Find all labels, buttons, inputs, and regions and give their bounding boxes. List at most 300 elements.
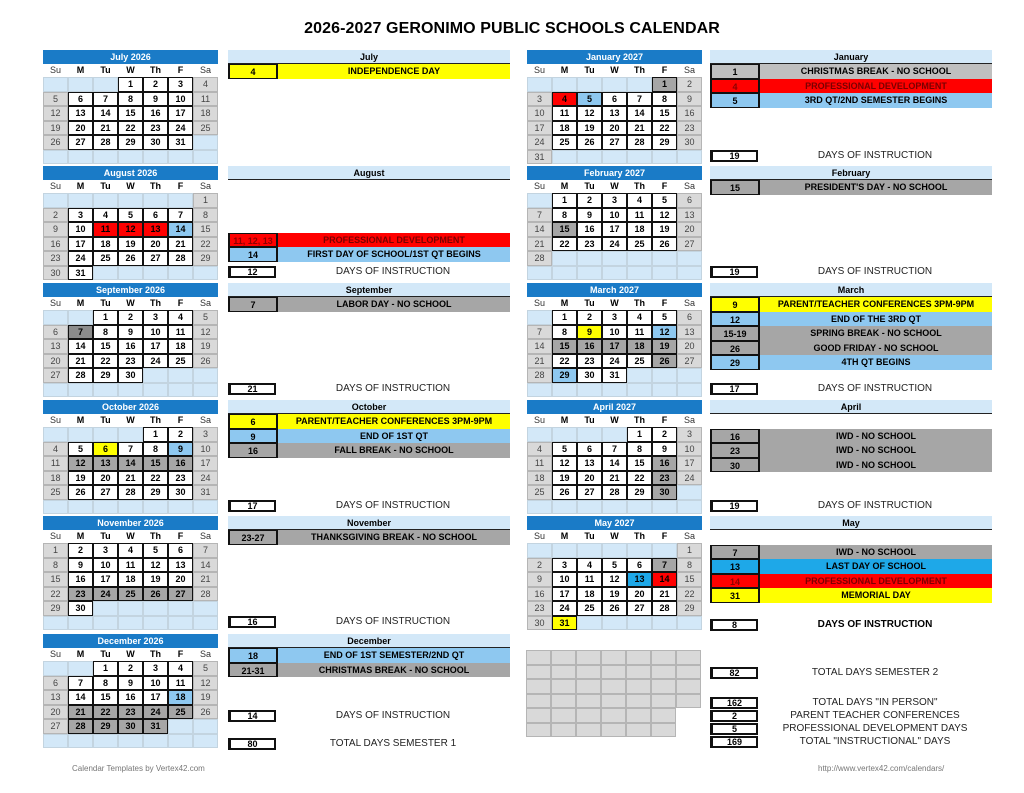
day-cell: 2: [68, 543, 93, 558]
event-date: 6: [228, 414, 278, 429]
weekday-label: Th: [150, 298, 161, 308]
empty-day-cell: [93, 193, 118, 208]
event-date: 23-27: [228, 530, 278, 545]
events-panel: [710, 283, 992, 370]
event-date: 4: [228, 64, 278, 79]
empty-day-cell: [43, 383, 68, 398]
day-cell: 1: [552, 310, 577, 325]
day-cell: 12: [143, 558, 168, 573]
weekday-header: [527, 64, 702, 77]
day-cell: 16: [577, 339, 602, 354]
empty-day-cell: [143, 734, 168, 749]
weekday-label: Sa: [199, 415, 211, 425]
day-cell: 9: [577, 325, 602, 340]
day-cell: 16: [143, 106, 168, 121]
event-date: 16: [228, 443, 278, 458]
day-cell: 15: [93, 339, 118, 354]
day-cell: 22: [93, 354, 118, 369]
filler-cell: [576, 694, 601, 709]
day-cell: 13: [143, 222, 168, 237]
day-cell: 24: [602, 354, 627, 369]
day-cell: 21: [602, 471, 627, 486]
month-calendar: [43, 50, 218, 164]
day-cell: 19: [552, 471, 577, 486]
weekday-label: W: [610, 65, 619, 75]
day-cell: 11: [43, 456, 68, 471]
weekday-label: Sa: [683, 415, 695, 425]
event-date: 14: [228, 247, 278, 262]
weekday-label: Tu: [100, 531, 111, 541]
event-row: [710, 180, 992, 195]
day-cell: 4: [43, 442, 68, 457]
event-row: [710, 574, 992, 589]
weekday-label: Tu: [100, 649, 111, 659]
empty-day-cell: [577, 251, 602, 266]
day-cell: 25: [193, 121, 218, 136]
day-cell: 21: [68, 705, 93, 720]
filler-cell: [676, 694, 701, 709]
weekday-label: Tu: [100, 65, 111, 75]
month-calendar: [43, 283, 218, 397]
days-of-instruction: [710, 382, 992, 395]
day-cell: 19: [43, 121, 68, 136]
days-of-instruction-label: DAYS OF INSTRUCTION: [817, 266, 933, 277]
weekday-label: W: [126, 415, 135, 425]
day-cell: 11: [627, 208, 652, 223]
days-of-instruction: [228, 265, 510, 278]
day-cell: 17: [68, 237, 93, 252]
day-cell: 7: [118, 442, 143, 457]
day-cell: 28: [93, 135, 118, 150]
event-row: [710, 429, 992, 444]
day-cell: 22: [652, 121, 677, 136]
day-cell: 27: [677, 237, 702, 252]
day-cell: 27: [677, 354, 702, 369]
event-label: PRESIDENT'S DAY - NO SCHOOL: [760, 180, 992, 195]
day-cell: 23: [118, 705, 143, 720]
weekday-label: Sa: [683, 298, 695, 308]
empty-day-cell: [93, 616, 118, 631]
day-cell: 16: [168, 456, 193, 471]
day-cell: 4: [552, 92, 577, 107]
empty-day-cell: [602, 500, 627, 515]
day-cell: 21: [168, 237, 193, 252]
day-cell: 9: [118, 676, 143, 691]
empty-day-cell: [168, 719, 193, 734]
day-cell: 2: [677, 77, 702, 92]
day-cell: 6: [93, 442, 118, 457]
empty-day-cell: [68, 150, 93, 165]
day-cell: 26: [193, 354, 218, 369]
day-grid: [43, 661, 218, 748]
day-cell: 25: [552, 135, 577, 150]
weekday-label: Su: [49, 649, 61, 659]
weekday-label: Tu: [100, 415, 111, 425]
day-cell: 20: [627, 587, 652, 602]
day-grid: [43, 77, 218, 164]
weekday-label: Tu: [584, 415, 595, 425]
filler-cell: [601, 723, 626, 738]
empty-day-cell: [43, 427, 68, 442]
day-cell: 19: [193, 690, 218, 705]
weekday-label: Th: [150, 181, 161, 191]
empty-day-cell: [652, 616, 677, 631]
month-title: December 2026: [43, 634, 218, 648]
weekday-label: W: [126, 181, 135, 191]
footer-credit[interactable]: Calendar Templates by Vertex42.com: [72, 764, 205, 773]
days-of-instruction-label: DAYS OF INSTRUCTION: [335, 710, 451, 721]
weekday-header: [527, 530, 702, 543]
day-cell: 3: [527, 92, 552, 107]
day-cell: 18: [627, 339, 652, 354]
empty-day-cell: [527, 310, 552, 325]
days-of-instruction: [228, 499, 510, 512]
filler-cell: [601, 650, 626, 665]
day-cell: 14: [652, 572, 677, 587]
month-title: January 2027: [527, 50, 702, 64]
filler-cell: [526, 665, 551, 680]
day-cell: 20: [143, 237, 168, 252]
day-cell: 7: [68, 676, 93, 691]
day-cell: 10: [552, 572, 577, 587]
event-date: 9: [710, 297, 760, 312]
month-title: March 2027: [527, 283, 702, 297]
month-calendar: [43, 166, 218, 280]
weekday-label: Su: [49, 298, 61, 308]
event-row: [710, 545, 992, 560]
day-cell: 8: [43, 558, 68, 573]
day-cell: 1: [552, 193, 577, 208]
day-cell: 2: [168, 427, 193, 442]
day-cell: 2: [577, 310, 602, 325]
day-cell: 12: [193, 676, 218, 691]
empty-day-cell: [602, 616, 627, 631]
day-cell: 20: [93, 471, 118, 486]
day-cell: 5: [118, 208, 143, 223]
event-row: [228, 648, 510, 663]
empty-day-cell: [193, 266, 218, 281]
day-grid: [43, 310, 218, 397]
day-cell: 4: [527, 442, 552, 457]
page-title: 2026-2027 GERONIMO PUBLIC SCHOOLS CALENDAR: [304, 20, 720, 37]
empty-day-cell: [552, 427, 577, 442]
event-row: [710, 64, 992, 79]
empty-day-cell: [68, 427, 93, 442]
month-title: August 2026: [43, 166, 218, 180]
day-cell: 8: [552, 208, 577, 223]
day-cell: 27: [627, 601, 652, 616]
day-cell: 14: [602, 456, 627, 471]
weekday-label: M: [76, 649, 85, 659]
day-cell: 27: [577, 485, 602, 500]
empty-day-cell: [577, 500, 602, 515]
day-cell: 28: [68, 368, 93, 383]
day-cell: 19: [652, 339, 677, 354]
day-cell: 22: [43, 587, 68, 602]
weekday-label: M: [76, 181, 85, 191]
empty-day-cell: [527, 383, 552, 398]
day-cell: 6: [168, 543, 193, 558]
day-cell: 4: [193, 77, 218, 92]
day-cell: 15: [193, 222, 218, 237]
day-cell: 6: [677, 193, 702, 208]
day-cell: 17: [602, 339, 627, 354]
day-cell: 7: [93, 92, 118, 107]
day-cell: 26: [193, 705, 218, 720]
event-date: 4: [710, 79, 760, 94]
day-cell: 15: [677, 572, 702, 587]
event-date: 15: [710, 180, 760, 195]
day-cell: 13: [168, 558, 193, 573]
weekday-label: Th: [634, 181, 645, 191]
day-cell: 15: [652, 106, 677, 121]
day-cell: 21: [193, 572, 218, 587]
weekday-label: F: [177, 415, 184, 425]
day-cell: 14: [93, 106, 118, 121]
day-cell: 17: [143, 339, 168, 354]
filler-cell: [576, 665, 601, 680]
day-cell: 10: [143, 676, 168, 691]
day-cell: 14: [527, 339, 552, 354]
days-of-instruction-value: 21: [228, 383, 276, 395]
empty-day-cell: [193, 150, 218, 165]
event-row: [228, 297, 510, 312]
day-cell: 7: [68, 325, 93, 340]
filler-cell: [651, 694, 676, 709]
day-cell: 15: [552, 339, 577, 354]
empty-day-cell: [577, 77, 602, 92]
events-panel: [228, 400, 510, 458]
day-cell: 22: [677, 587, 702, 602]
day-cell: 26: [577, 135, 602, 150]
day-cell: 29: [552, 368, 577, 383]
days-of-instruction: [710, 149, 992, 162]
day-cell: 8: [652, 92, 677, 107]
weekday-label: W: [126, 531, 135, 541]
total-instructional-days: [710, 735, 992, 748]
weekday-label: Sa: [683, 65, 695, 75]
events-panel-title: December: [228, 634, 510, 648]
events-panel: [710, 166, 992, 195]
total-semester-1-value: 80: [228, 738, 276, 750]
day-cell: 30: [652, 485, 677, 500]
day-cell: 3: [143, 310, 168, 325]
event-row: [228, 443, 510, 458]
day-cell: 8: [143, 442, 168, 457]
weekday-label: M: [76, 298, 85, 308]
month-title: September 2026: [43, 283, 218, 297]
weekday-label: F: [661, 298, 668, 308]
event-date: 7: [228, 297, 278, 312]
day-cell: 9: [68, 558, 93, 573]
day-cell: 12: [652, 325, 677, 340]
day-cell: 24: [552, 601, 577, 616]
month-title: November 2026: [43, 516, 218, 530]
events-panel: [228, 50, 510, 79]
days-of-instruction-value: 17: [228, 500, 276, 512]
day-cell: 16: [118, 690, 143, 705]
weekday-label: Th: [150, 415, 161, 425]
events-panel-title: March: [710, 283, 992, 297]
day-cell: 6: [577, 442, 602, 457]
day-cell: 8: [118, 92, 143, 107]
empty-day-cell: [527, 77, 552, 92]
day-cell: 22: [552, 237, 577, 252]
empty-day-cell: [552, 543, 577, 558]
day-cell: 31: [68, 266, 93, 281]
weekday-label: W: [610, 531, 619, 541]
filler-cell: [676, 723, 701, 738]
weekday-label: F: [661, 531, 668, 541]
filler-cell: [651, 708, 676, 723]
day-cell: 3: [168, 77, 193, 92]
empty-day-cell: [118, 734, 143, 749]
day-cell: 18: [43, 471, 68, 486]
empty-day-cell: [527, 266, 552, 281]
empty-day-cell: [627, 383, 652, 398]
empty-day-cell: [652, 383, 677, 398]
weekday-label: W: [126, 298, 135, 308]
empty-day-cell: [43, 616, 68, 631]
day-cell: 25: [118, 587, 143, 602]
days-of-instruction-value: 16: [228, 616, 276, 628]
day-cell: 11: [627, 325, 652, 340]
weekday-label: Su: [49, 415, 61, 425]
total-in-person-label: TOTAL DAYS "IN PERSON": [812, 697, 938, 708]
day-cell: 3: [602, 310, 627, 325]
day-cell: 12: [577, 106, 602, 121]
empty-day-cell: [68, 616, 93, 631]
month-calendar: [527, 516, 702, 630]
empty-day-cell: [577, 427, 602, 442]
empty-day-cell: [627, 77, 652, 92]
day-cell: 24: [68, 251, 93, 266]
day-cell: 1: [677, 543, 702, 558]
events-panel: [710, 400, 992, 472]
weekday-label: M: [76, 415, 85, 425]
events-panel-title: February: [710, 166, 992, 180]
day-cell: 31: [602, 368, 627, 383]
event-row: [228, 64, 510, 79]
filler-cell: [676, 650, 701, 665]
day-cell: 29: [93, 719, 118, 734]
day-cell: 31: [143, 719, 168, 734]
event-label: PARENT/TEACHER CONFERENCES 3PM-9PM: [278, 414, 510, 429]
empty-day-cell: [193, 383, 218, 398]
day-cell: 17: [93, 572, 118, 587]
day-cell: 11: [527, 456, 552, 471]
footer-url[interactable]: http://www.vertex42.com/calendars/: [818, 764, 945, 773]
weekday-header: [43, 648, 218, 661]
empty-day-cell: [93, 500, 118, 515]
empty-day-cell: [602, 383, 627, 398]
events-panel: [710, 516, 992, 603]
day-cell: 13: [577, 456, 602, 471]
events-panel: [710, 50, 992, 108]
day-cell: 2: [118, 661, 143, 676]
day-cell: 18: [627, 222, 652, 237]
empty-day-cell: [193, 734, 218, 749]
day-cell: 14: [118, 456, 143, 471]
day-cell: 16: [68, 572, 93, 587]
empty-day-cell: [118, 601, 143, 616]
day-cell: 30: [68, 601, 93, 616]
empty-day-cell: [527, 543, 552, 558]
weekday-header: [43, 414, 218, 427]
day-cell: 10: [527, 106, 552, 121]
event-row: [228, 663, 510, 678]
month-title: July 2026: [43, 50, 218, 64]
day-cell: 11: [552, 106, 577, 121]
day-cell: 19: [602, 587, 627, 602]
filler-cell: [651, 665, 676, 680]
weekday-label: Su: [49, 531, 61, 541]
weekday-label: Th: [634, 531, 645, 541]
empty-day-cell: [143, 616, 168, 631]
day-cell: 4: [118, 543, 143, 558]
event-date: 12: [710, 312, 760, 327]
day-cell: 1: [193, 193, 218, 208]
ptc-label: PARENT TEACHER CONFERENCES: [790, 710, 960, 721]
empty-day-cell: [43, 193, 68, 208]
weekday-label: Th: [150, 65, 161, 75]
filler-cell: [601, 679, 626, 694]
filler-cell: [601, 694, 626, 709]
day-cell: 4: [168, 661, 193, 676]
empty-day-cell: [577, 383, 602, 398]
day-cell: 16: [652, 456, 677, 471]
day-cell: 15: [93, 690, 118, 705]
days-of-instruction-label: DAYS OF INSTRUCTION: [817, 619, 933, 630]
event-row: [710, 326, 992, 341]
event-label: 3RD QT/2ND SEMESTER BEGINS: [760, 93, 992, 108]
empty-day-cell: [93, 734, 118, 749]
day-cell: 2: [43, 208, 68, 223]
weekday-label: Sa: [683, 531, 695, 541]
day-cell: 5: [68, 442, 93, 457]
weekday-label: F: [177, 649, 184, 659]
empty-day-cell: [677, 500, 702, 515]
day-cell: 10: [602, 325, 627, 340]
empty-day-cell: [577, 150, 602, 165]
empty-day-cell: [93, 266, 118, 281]
empty-day-cell: [193, 368, 218, 383]
empty-day-cell: [627, 251, 652, 266]
empty-day-cell: [168, 500, 193, 515]
day-cell: 22: [118, 121, 143, 136]
day-cell: 16: [527, 587, 552, 602]
day-cell: 28: [168, 251, 193, 266]
day-cell: 18: [93, 237, 118, 252]
weekday-label: F: [661, 415, 668, 425]
empty-day-cell: [118, 383, 143, 398]
weekday-header: [43, 297, 218, 310]
day-cell: 31: [168, 135, 193, 150]
day-cell: 11: [193, 92, 218, 107]
day-cell: 14: [68, 339, 93, 354]
day-cell: 29: [118, 135, 143, 150]
day-cell: 5: [577, 92, 602, 107]
event-label: PARENT/TEACHER CONFERENCES 3PM-9PM: [760, 297, 992, 312]
day-cell: 6: [43, 676, 68, 691]
empty-day-cell: [68, 383, 93, 398]
days-of-instruction: [228, 615, 510, 628]
event-label: IWD - NO SCHOOL: [760, 458, 992, 473]
weekday-label: M: [560, 181, 569, 191]
total-in-person-value: 162: [710, 697, 758, 709]
day-cell: 8: [93, 676, 118, 691]
day-cell: 21: [627, 121, 652, 136]
